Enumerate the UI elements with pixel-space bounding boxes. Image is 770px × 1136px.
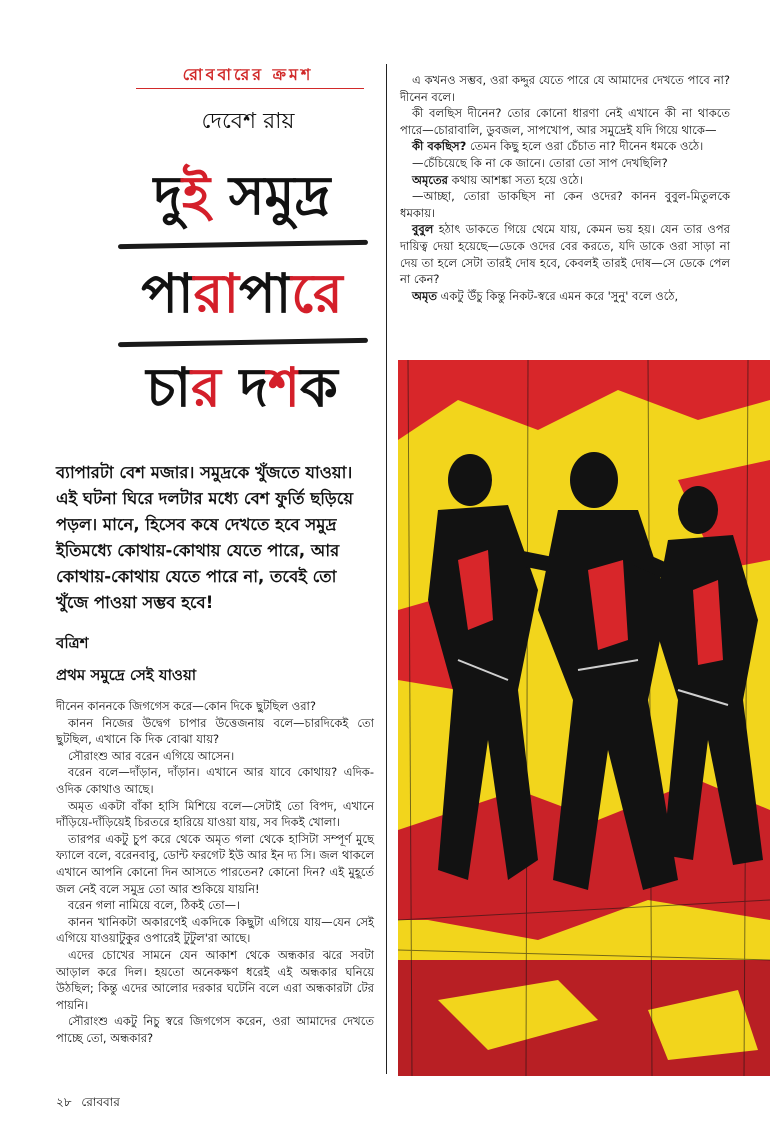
brush-stroke: [118, 338, 368, 347]
body-paragraph: বরেন গলা নামিয়ে বলে, ঠিকই তো—।: [68, 898, 241, 913]
illustration-art: [398, 360, 770, 1076]
paragraph-text: এ কখনও সম্ভব, ওরা কদ্দুর যেতে পারে যে আমাদের দেখতে পাবে না? দীনেন বলে।: [400, 73, 730, 104]
paragraph-text: —চেঁচিয়েছে কি না কে জানে। তোরা তো সাপ দেখছিলি?: [412, 155, 668, 170]
title-part: দ: [220, 355, 268, 419]
title-part: পা: [238, 261, 292, 325]
body-paragraph: তারপর একটু চুপ করে থেকে অমৃত গলা থেকে হাসিটা সম্পূর্ণ মুছে ফ্যালে বলে, বরেনবাবু, ডোন্ট ফরগেট ইউ আর ইন দ্য সি। জল থাকলে এখানে আপনি কোনো দিন আসতে পারতেন? কোনো দিন? এই মুহূর্তে জল নেই বলে সমুদ্র তো আর শুকিয়ে যায়নি!: [56, 831, 374, 896]
title-part: ক: [299, 355, 338, 419]
body-paragraph: অমৃত একটা বাঁকা হাসি মিশিয়ে বলে—সেটাই তো বিপদ, এখানে দাঁড়িয়ে-দাঁড়িয়েই চিরতরে হারিয়ে যাওয়া যায়, সব দিকই খোলা।: [56, 798, 374, 830]
figure-head: [448, 454, 492, 506]
story-illustration: [398, 360, 770, 1076]
figure-head: [570, 452, 618, 508]
chapter-title: প্রথম সমুদ্রে সেই যাওয়া: [56, 666, 197, 684]
body-paragraph: [400, 105, 730, 138]
title-line-3: [112, 352, 372, 422]
bold-lead: কী বকছিস?: [412, 139, 467, 154]
title-line-1: [112, 160, 372, 230]
body-paragraph: [400, 188, 730, 221]
page-number: ২৮: [56, 1095, 72, 1109]
figure-head: [678, 486, 718, 534]
body-paragraph: সৌরাংশু আর বরেন এগিয়ে আসেন।: [68, 748, 235, 763]
paragraph-text: হঠাৎ ডাকতে গিয়ে থেমে যায়, কেমন ভয় হয়। যেন তার ওপর দায়িত্ব দেয়া হয়েছে—ডেকে ওদের বের করতে, যদি ডাকে ওরা সাড়া না দেয় তা হলে সেটা তারই দোষ হবে, কেবলই তারই দোষ—সে ডেকে পেল না কেন?: [400, 222, 730, 287]
body-paragraph: কানন নিজের উদ্বেগ চাপার উত্তেজনায় বলে—চারদিকেই তো ছুটছিল, এখানে কি দিক বোঝা যায়?: [56, 715, 374, 747]
red-mark: [693, 580, 723, 665]
body-column-right: [400, 72, 730, 304]
title-part-red: রা: [193, 261, 239, 325]
paragraph-text: তেমন কিছু হলে ওরা চেঁচাত না? দীনেন ধমকে ওঠে।: [466, 139, 704, 154]
body-paragraph: [400, 288, 730, 305]
title-part: পা: [141, 261, 194, 325]
page-footer: [56, 1094, 126, 1114]
body-paragraph: সৌরাংশু একটু নিচু স্বরে জিগগেস করেন, ওরা আমাদের দেখতে পাচ্ছে তো, অন্ধকার?: [56, 1014, 374, 1045]
title-part-red: শ: [267, 355, 300, 419]
title-part-red: রে: [291, 261, 343, 325]
body-paragraph: এদের চোখের সামনে যেন আকাশ থেকে অন্ধকার ঝরে সবটা আড়াল করে দিল। হয়তো অনেকক্ষণ ধরেই এই অন্ধকার ঘনিয়ে উঠছিল; কিন্তু এদের আলোর দরকার ঘটেনি বলে এরা অন্ধকারটা টের পায়নি।: [56, 947, 374, 1012]
title-part: দু: [153, 163, 182, 227]
body-paragraph: দীনেন কাননকে জিগগেস করে—কোন দিকে ছুটছিল ওরা?: [56, 699, 316, 713]
body-paragraph: [400, 172, 730, 189]
title-part: চা: [146, 355, 192, 419]
body-paragraph: [400, 155, 730, 172]
body-paragraph: [400, 221, 730, 287]
author-name: দেবেশ রায়: [201, 109, 295, 134]
brush-stroke: [118, 240, 368, 249]
title-line-2: [112, 258, 372, 328]
title-part: সমুদ্র: [210, 163, 331, 227]
bold-lead: অমৃত: [412, 288, 437, 303]
paragraph-text: —আচ্ছা, তোরা ডাকছিস না কেন ওদের? কানন বুবুল-মিতুলকে ধমকায়।: [400, 189, 730, 220]
bold-lead: বুবুল: [412, 222, 434, 237]
paragraph-text: কী বলছিস দীনেন? তোর কোনো ধারণা নেই এখানে কী না থাকতে পারে—চোরাবালি, ডুবজল, সাপখোপ, আর সমুদ্রেই যদি গিয়ে থাকে—: [400, 106, 730, 137]
publication-name: রোববার: [81, 1095, 120, 1109]
body-paragraph: বরেন বলে—দাঁড়ান, দাঁড়ান। এখানে আর যাবে কোথায়? এদিক-ওদিক কোথাও আছে।: [56, 765, 374, 796]
series-rule: [136, 88, 364, 89]
lead-paragraph: ব্যাপারটা বেশ মজার। সমুদ্রকে খুঁজতে যাওয়া। এই ঘটনা ঘিরে দলটার মধ্যে বেশ ফুর্তি ছড়িয়ে পড়ল। মানে, হিসেব কষে দেখতে হবে সমুদ্র ইতিমধ্যে কোথায়-কোথায় যেতে পারে, আর কোথায়-কোথায় যেতে পারে না, তবেই তো খুঁজে পাওয়া সম্ভব হবে!: [56, 463, 354, 612]
paragraph-text: একটু উঁচু কিন্তু নিকট-স্বরে এমন করে 'সুনু' বলে ওঠে,: [436, 288, 679, 303]
body-paragraph: [400, 138, 730, 155]
title-part-red: র: [191, 355, 221, 419]
body-paragraph: [400, 72, 730, 105]
paragraph-text: কথায় আশঙ্কা সত্য হয়ে ওঠে।: [447, 172, 583, 187]
series-label: রোববারের ক্রমশ: [182, 65, 314, 84]
body-paragraph: কানন খানিকটা অকারণেই একদিকে কিছুটা এগিয়ে যায়—যেন সেই এগিয়ে যাওয়াটুকুর ওপারেই টুটুল'রা আছে।: [56, 914, 374, 946]
title-part-red: ই: [181, 163, 211, 227]
column-divider: [386, 64, 387, 1074]
chapter-number: বত্রিশ: [56, 634, 89, 652]
bold-lead: অমৃতের: [412, 172, 448, 187]
body-column-left: [56, 698, 374, 1046]
